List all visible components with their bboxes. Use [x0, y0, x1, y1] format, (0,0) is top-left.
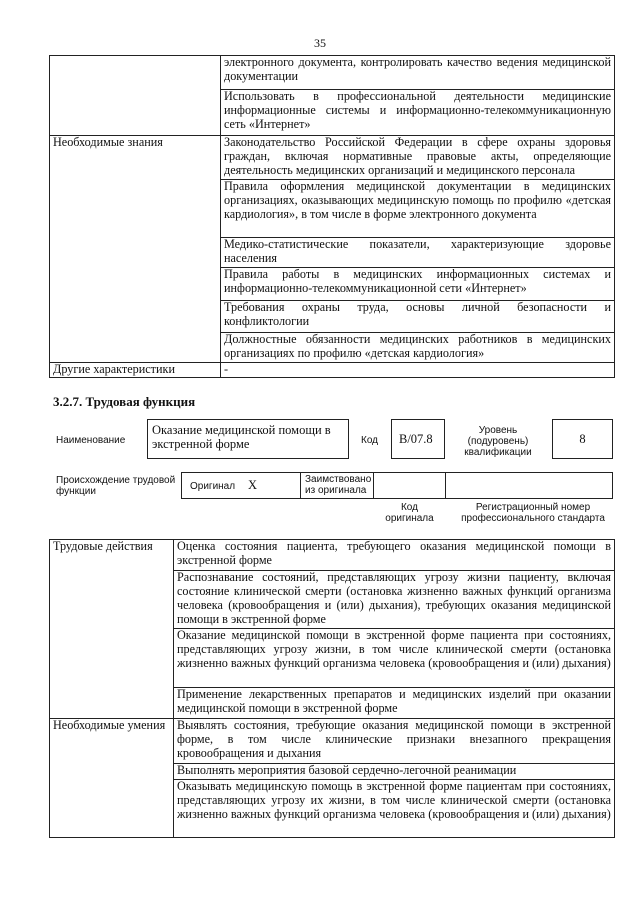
- knowledge-table: [49, 55, 615, 378]
- origin-divider-2: [373, 472, 374, 499]
- code-value: B/07.8: [399, 432, 433, 446]
- origin-divider-1: [300, 472, 301, 499]
- reg-caption: Регистрационный номер профессионального стандарта: [461, 502, 605, 524]
- table-row: [50, 56, 615, 90]
- level-label: Уровень (подуровень) квалификации: [464, 425, 532, 458]
- row-text: Выполнять мероприятия базовой сердечно-легочной реанимации: [174, 764, 615, 780]
- table-row: [50, 363, 615, 378]
- row-text: Оказание медицинской помощи в экстренной форме пациента при состояниях, представляющих угрозу жизни, в том числе клинической смерти (остановка жизненно важных функций организма человека (кровообращения и (или) дыхания): [174, 629, 615, 688]
- section-title: 3.2.7. Трудовая функция: [53, 394, 196, 409]
- name-label: Наименование: [56, 435, 126, 446]
- original-mark: X: [248, 478, 258, 492]
- row-label-actions: Трудовые действия: [50, 540, 174, 719]
- origin-table: [181, 472, 613, 499]
- origin-label: Происхождение трудовой функции: [56, 475, 176, 497]
- row-text: Требования охраны труда, основы личной безопасности и конфликтологии: [221, 301, 615, 333]
- actions-table: [49, 539, 615, 838]
- row-text: электронного документа, контролировать качество ведения медицинской документации: [221, 56, 615, 90]
- row-text: Распознавание состояний, представляющих угрозу жизни пациенту, включая состояние клинической смерти (остановка жизненно важных функций организма человека (кровообращения и (или) дыхания), требующих оказания медицинской помощи в экстренной форме: [174, 571, 615, 629]
- table-row: [50, 540, 615, 571]
- row-text: Использовать в профессиональной деятельности медицинские информационные системы и информационно-телекоммуникационную сеть «Интернет»: [221, 90, 615, 136]
- row-text: -: [221, 363, 615, 378]
- original-label: Оригинал: [190, 481, 236, 492]
- row-label-skills: Необходимые умения: [50, 719, 174, 838]
- origin-divider-3: [445, 472, 446, 499]
- name-value: Оказание медицинской помощи в экстренной форме: [152, 423, 331, 451]
- row-text: Медико-статистические показатели, характеризующие здоровье населения: [221, 238, 615, 268]
- borrowed-label: Заимствовано из оригинала: [305, 474, 372, 496]
- level-value: 8: [579, 432, 586, 446]
- page-number: 35: [314, 36, 326, 50]
- row-text: Применение лекарственных препаратов и медицинских изделий при оказании медицинской помощи в экстренной форме: [174, 688, 615, 719]
- row-label-knowledge: Необходимые знания: [50, 136, 221, 363]
- row-text: Правила оформления медицинской документации в медицинских организациях, оказывающих медицинскую помощь по профилю «детская кардиология», в том числе в форме электронного документа: [221, 180, 615, 238]
- row-text: Законодательство Российской Федерации в сфере охраны здоровья граждан, включая нормативные правовые акты, определяющие деятельность медицинских организаций и медицинского персонала: [221, 136, 615, 180]
- row-text: Оценка состояния пациента, требующего оказания медицинской помощи в экстренной форме: [174, 540, 615, 571]
- code-caption: Код оригинала: [385, 502, 434, 524]
- row-text: Оказывать медицинскую помощь в экстренной форме пациентам при состояниях, представляющих угрозу их жизни, в том числе клинической смерти (остановка жизненно важных функций организма человека (кровообращения и (или) дыхания): [174, 780, 615, 838]
- row-text: Правила работы в медицинских информационных системах и информационно-телекоммуникационной сети «Интернет»: [221, 268, 615, 301]
- table-row: [50, 136, 615, 180]
- row-label: [50, 56, 221, 136]
- table-row: [50, 719, 615, 764]
- row-text: Выявлять состояния, требующие оказания медицинской помощи в экстренной форме, в том числе клинические признаки внезапного прекращения кровообращения и дыхания: [174, 719, 615, 764]
- row-text: Должностные обязанности медицинских работников в медицинских организациях по профилю «детская кардиология»: [221, 333, 615, 363]
- row-label-other: Другие характеристики: [50, 363, 221, 378]
- code-label: Код: [361, 435, 379, 446]
